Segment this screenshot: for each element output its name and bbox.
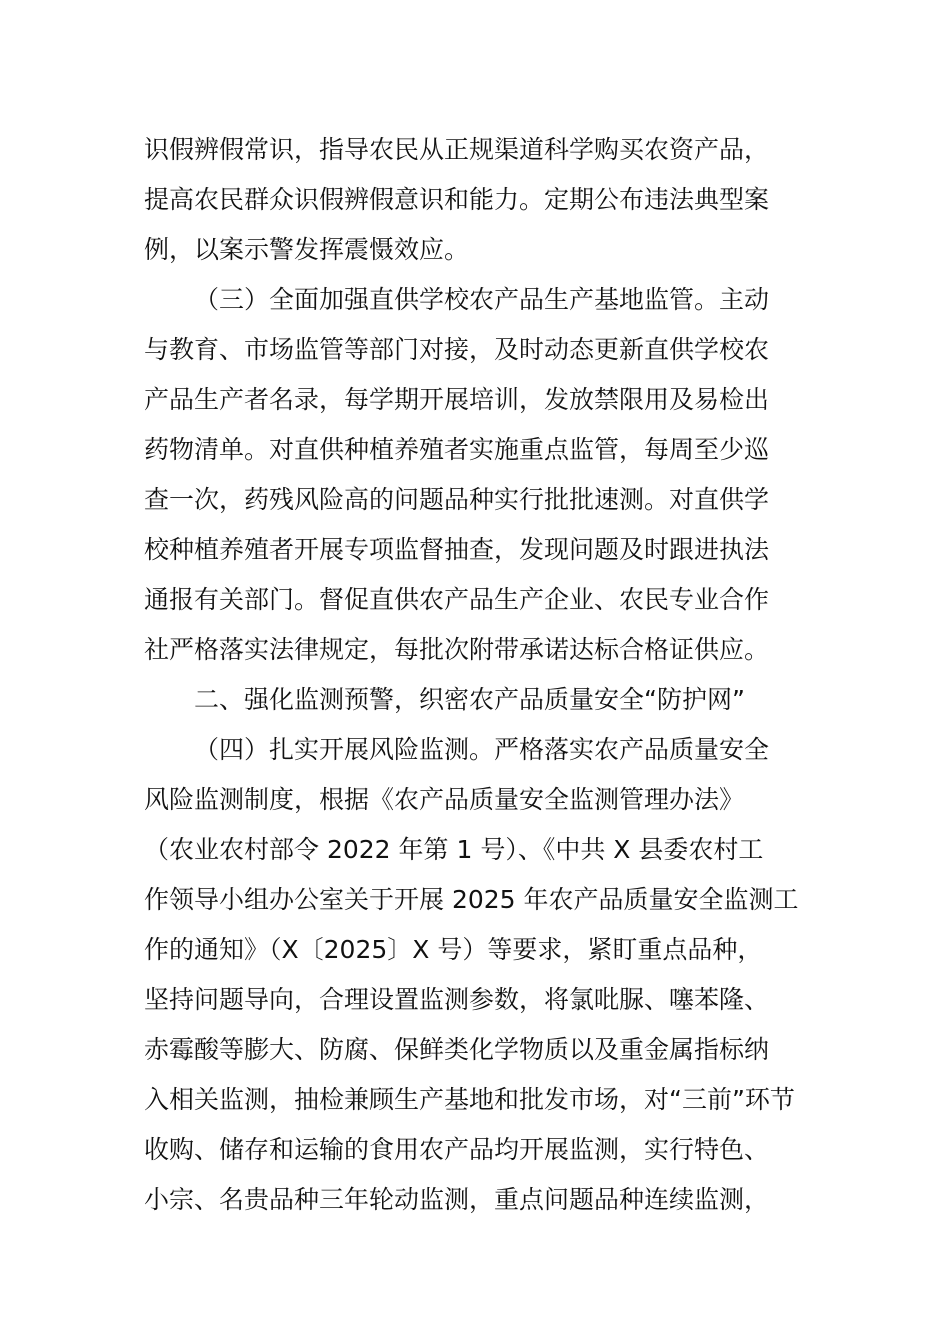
paragraph-line: 收购、储存和运输的食用农产品均开展监测，实行特色、 (144, 1135, 770, 1164)
paragraph-line: 作的通知》（X〔2025〕X 号）等要求，紧盯重点品种， (144, 935, 763, 964)
paragraph-line: 作领导小组办公室关于开展 2025 年农产品质量安全监测工 (144, 885, 799, 914)
paragraph-line: 小宗、名贵品种三年轮动监测，重点问题品种连续监测， (144, 1185, 770, 1214)
paragraph-line: （农业农村部令 2022 年第 1 号）、《中共 X 县委农村工 (144, 835, 764, 864)
paragraph-line: 例，以案示警发挥震慑效应。 (144, 235, 470, 264)
paragraph-line: 赤霉酸等膨大、防腐、保鲜类化学物质以及重金属指标纳 (144, 1035, 770, 1064)
paragraph-line: 产品生产者名录，每学期开展培训，发放禁限用及易检出 (144, 385, 770, 414)
paragraph-line: 坚持问题导向，合理设置监测参数，将氯吡脲、噻苯隆、 (144, 985, 770, 1014)
section-four-heading-line: （四）扎实开展风险监测。严格落实农产品质量安全 (194, 735, 770, 764)
paragraph-line: 通报有关部门。督促直供农产品生产企业、农民专业合作 (144, 585, 770, 614)
paragraph-line: 社严格落实法律规定，每批次附带承诺达标合格证供应。 (144, 635, 770, 664)
section-two-heading: 二、强化监测预警，织密农产品质量安全“防护网” (194, 685, 745, 714)
paragraph-line: 入相关监测，抽检兼顾生产基地和批发市场，对“三前”环节 (144, 1085, 795, 1114)
paragraph-line: 与教育、市场监管等部门对接，及时动态更新直供学校农 (144, 335, 770, 364)
paragraph-line: 校种植养殖者开展专项监督抽查，发现问题及时跟进执法 (144, 535, 770, 564)
paragraph-line: 药物清单。对直供种植养殖者实施重点监管，每周至少巡 (144, 435, 770, 464)
paragraph-line: 风险监测制度，根据《农产品质量安全监测管理办法》 (144, 785, 745, 814)
paragraph-line: 识假辨假常识，指导农民从正规渠道科学购买农资产品， (144, 135, 770, 164)
paragraph-line: 查一次，药残风险高的问题品种实行批批速测。对直供学 (144, 485, 770, 514)
section-three-heading-line: （三）全面加强直供学校农产品生产基地监管。主动 (194, 285, 770, 314)
paragraph-line: 提高农民群众识假辨假意识和能力。定期公布违法典型案 (144, 185, 770, 214)
